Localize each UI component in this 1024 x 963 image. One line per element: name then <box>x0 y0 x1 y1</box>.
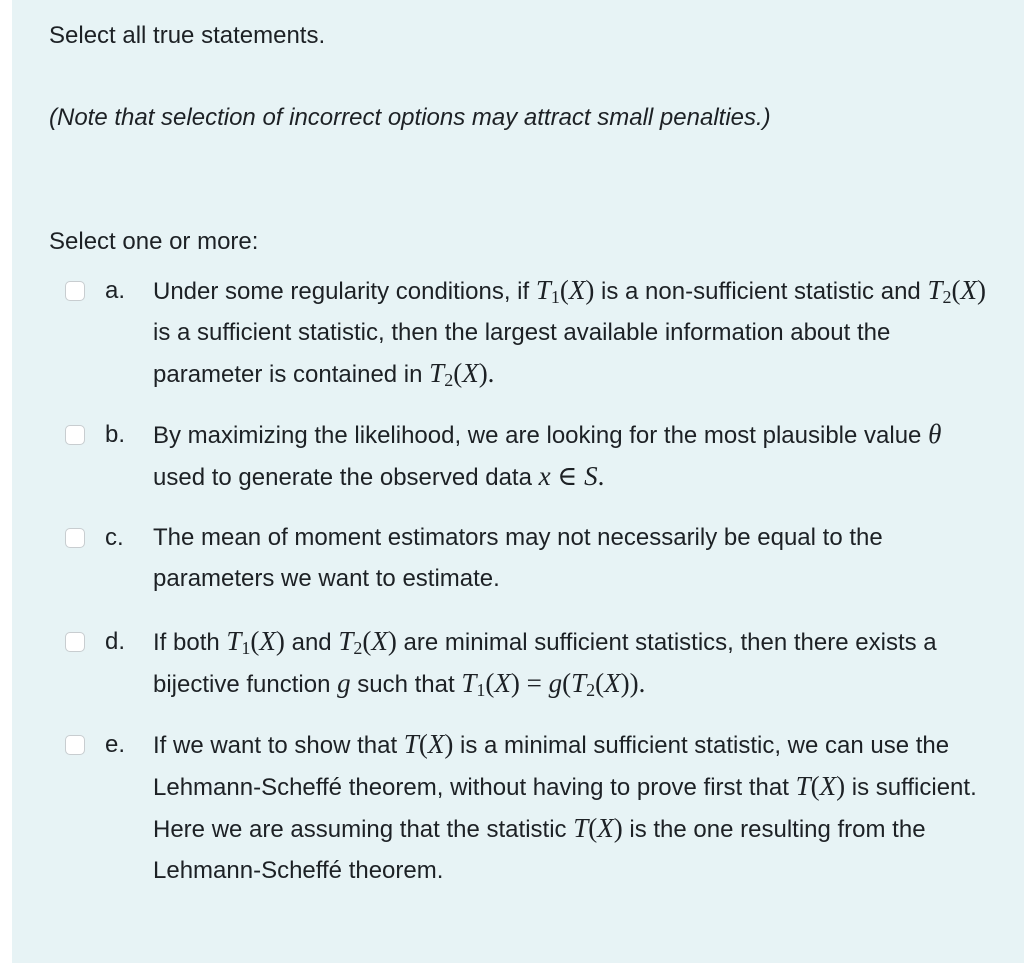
math-symbol: . <box>597 461 605 491</box>
checkbox-c[interactable] <box>65 528 85 548</box>
math-symbol: ) <box>613 813 623 843</box>
math-variable <box>539 461 551 491</box>
math-var: X <box>371 626 388 656</box>
text-segment: are minimal sufficient statistics, then there exists a bijective function <box>153 629 937 698</box>
math-symbol: ( <box>453 358 463 388</box>
text-segment: and <box>284 629 339 656</box>
math-symbol: )). <box>620 668 646 698</box>
text-segment: is the one resulting from the Lehmann-Scheffé theorem. <box>153 816 926 884</box>
math-variable <box>371 626 388 656</box>
checkbox-a[interactable] <box>65 281 85 301</box>
text-segment: used to generate the observed data <box>153 464 539 491</box>
penalty-note: (Note that selection of incorrect options may attract small penalties.) <box>49 104 771 131</box>
math-subscript: 2 <box>586 680 596 700</box>
math-var: T <box>338 626 354 656</box>
text-segment: If both <box>153 629 227 656</box>
text-segment: is sufficient. Here we are assuming that the statistic <box>153 774 977 843</box>
math-var: T <box>927 275 943 305</box>
math-var: X <box>427 729 445 759</box>
math-variable <box>569 275 586 305</box>
math-symbol: ( <box>810 771 820 801</box>
math-variable <box>536 275 560 305</box>
option-text <box>153 724 993 891</box>
math-variable <box>796 771 811 801</box>
math-symbol: ) <box>976 275 986 305</box>
math-variable <box>429 358 453 388</box>
question-text: Select all true statements. <box>49 22 326 49</box>
math-symbol: ∈ <box>550 461 585 491</box>
text-segment: If we want to show that <box>153 732 404 759</box>
math-symbol: ) <box>836 771 846 801</box>
math-var: X <box>604 668 621 698</box>
math-variable <box>404 729 419 759</box>
math-var: T <box>226 626 242 656</box>
math-variable <box>584 461 598 491</box>
math-var: T <box>461 668 477 698</box>
math-var: T <box>535 275 551 305</box>
math-variable <box>571 668 595 698</box>
math-var: X <box>597 813 614 843</box>
math-symbol: ( <box>595 668 605 698</box>
math-symbol: ) = <box>510 668 549 698</box>
math-variable <box>820 771 837 801</box>
math-symbol: ( <box>485 668 495 698</box>
math-var: X <box>960 275 977 305</box>
math-symbol: ) <box>275 626 285 656</box>
math-var: g <box>548 668 563 698</box>
text-segment: Under some regularity conditions, if <box>153 278 536 305</box>
text-segment: By maximizing the likelihood, we are looking for the most plausible value <box>153 422 929 449</box>
math-variable <box>337 668 351 698</box>
math-symbol: ( <box>418 729 428 759</box>
math-subscript: 1 <box>241 638 251 658</box>
math-variable <box>928 419 941 449</box>
math-subscript: 2 <box>353 638 363 658</box>
math-variable <box>494 668 511 698</box>
math-variable <box>604 668 621 698</box>
math-variable <box>573 813 588 843</box>
math-symbol: ) <box>387 626 397 656</box>
text-segment: is a sufficient statistic, then the largest available information about the parameter is contained in <box>153 319 891 388</box>
math-var: X <box>462 358 479 388</box>
math-var: g <box>337 668 351 698</box>
math-variable <box>927 275 951 305</box>
checkbox-b[interactable] <box>65 425 85 445</box>
math-var: X <box>568 275 586 305</box>
text-segment: such that <box>350 671 462 698</box>
math-variable <box>226 626 250 656</box>
math-var: X <box>819 771 837 801</box>
math-var: S <box>584 461 598 491</box>
option-letter: c. <box>105 524 124 551</box>
math-var: T <box>403 729 419 759</box>
text-segment: is a minimal sufficient statistic, we can use the Lehmann-Scheffé theorem, without having to prove first that <box>153 732 950 801</box>
text-segment: is a non-sufficient statistic and <box>594 278 928 305</box>
math-subscript: 2 <box>444 370 454 390</box>
math-subscript: 1 <box>476 680 486 700</box>
math-symbol: ( <box>250 626 260 656</box>
math-variable <box>549 668 563 698</box>
math-var: T <box>573 813 589 843</box>
math-symbol: ( <box>362 626 372 656</box>
math-var: T <box>429 358 445 388</box>
math-subscript: 1 <box>550 287 560 307</box>
option-text <box>153 414 993 498</box>
math-var: T <box>795 771 811 801</box>
math-var: X <box>259 626 276 656</box>
math-var: θ <box>928 419 942 449</box>
option-text <box>153 270 993 395</box>
math-var: T <box>571 668 587 698</box>
math-variable <box>259 626 276 656</box>
math-symbol: ) <box>444 729 454 759</box>
option-letter: d. <box>105 628 126 655</box>
math-variable <box>461 668 485 698</box>
math-var: X <box>494 668 511 698</box>
math-symbol: ) <box>585 275 595 305</box>
math-variable <box>597 813 614 843</box>
math-variable <box>462 358 479 388</box>
math-symbol: ( <box>559 275 569 305</box>
math-variable <box>338 626 362 656</box>
option-letter: a. <box>105 277 126 304</box>
math-variable <box>960 275 977 305</box>
checkbox-d[interactable] <box>65 632 85 652</box>
math-var: x <box>538 461 551 491</box>
option-letter: b. <box>105 421 126 448</box>
math-subscript: 2 <box>942 287 952 307</box>
math-symbol: ( <box>562 668 572 698</box>
math-symbol: ( <box>951 275 961 305</box>
math-variable <box>428 729 445 759</box>
math-symbol: ). <box>478 358 495 388</box>
text-segment: The mean of moment estimators may not necessarily be equal to the parameters we want to estimate. <box>153 524 883 592</box>
select-prompt: Select one or more: <box>49 228 259 255</box>
math-symbol: ( <box>588 813 598 843</box>
checkbox-e[interactable] <box>65 735 85 755</box>
option-text <box>153 517 993 599</box>
option-letter: e. <box>105 731 126 758</box>
option-text <box>153 621 993 705</box>
